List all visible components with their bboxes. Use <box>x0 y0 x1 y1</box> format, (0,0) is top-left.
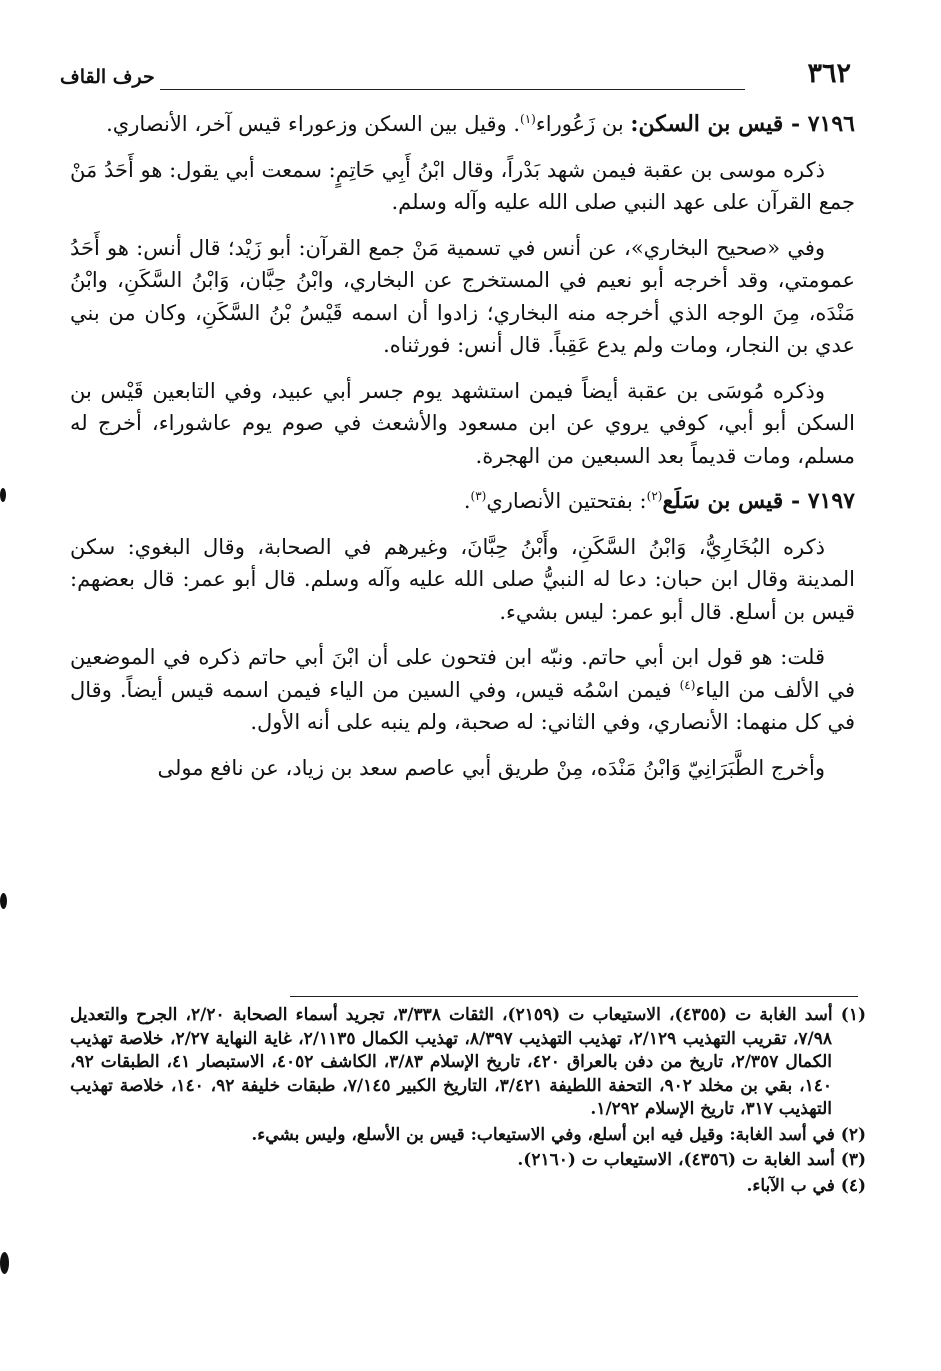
paragraph: ذكره البُخَارِيُّ، وَابْنُ السَّكَنِ، وأَبْنُ حِبَّانَ، وغيرهم في الصحابة، وقال البغوي: سكن المدينة وقال ابن حبان: دعا له النبيُّ صلى الله عليه وآله وسلم. قال أبو عمر: قال بعضهم: قيس بن أسلع. قال أبو عمر: ليس بشيء. <box>70 534 855 624</box>
footnotes <box>70 1004 866 1200</box>
page-header <box>60 56 855 96</box>
entry-name: قيس بن سَلَع <box>662 488 784 514</box>
footnote-ref: (٢) <box>646 489 663 503</box>
entry-text: . <box>463 489 471 513</box>
footnote-marker: (٣) <box>840 1150 866 1170</box>
footnote-text: في أسد الغابة: وقيل فيه ابن أسلع، وفي الاستيعاب: قيس بن الأسلع، وليس بشيء. <box>251 1124 835 1145</box>
page-number: ٣٦٢ <box>807 58 851 89</box>
entry-number: ٧١٩٦ <box>807 111 855 137</box>
footnote <box>70 1175 866 1199</box>
paragraph-text: قلت: هو قول ابن أبي حاتم. ونبّه ابن فتحون على أن ابْنَ أبي حاتم ذكره في الموضعين في الألف من الياء <box>70 645 855 702</box>
footnote <box>70 1149 866 1173</box>
scan-mark <box>0 488 6 502</box>
scan-mark <box>0 1252 9 1274</box>
footnote-text: أسد الغابة ت (٤٣٥٦)، الاستيعاب ت (٢١٦٠). <box>517 1150 835 1170</box>
paragraph: وأخرج الطَّبَرَانِيّ وَابْنُ مَنْدَه، مِنْ طريق أبي عاصم سعد بن زياد، عن نافع مولى <box>157 755 825 780</box>
main-text <box>70 108 855 797</box>
paragraph <box>70 641 855 739</box>
footnote-marker: (٤) <box>840 1175 866 1196</box>
entry-7197: ٧١٩٧ - قيس بن سَلَع$^{(٢)}$: بفتحتين الأنصاري$^{(٣)}$. <box>463 488 855 514</box>
footnote-marker: (١) <box>840 1005 867 1025</box>
footnote <box>70 1124 866 1148</box>
footnote <box>70 1004 866 1122</box>
entry-text: . وقيل بين السكن وزعوراء قيس آخر، الأنصاري. <box>106 112 521 136</box>
footnote-marker: (٢) <box>840 1124 866 1145</box>
footnote-text: في ب الآباء. <box>746 1175 835 1196</box>
paragraph-text: فيمن اسْمُه قيس، وفي السين من الياء فيمن اسمه قيس أيضاً. وقال في كل منهما: الأنصاري، وفي الثاني: له صحبة، ولم ينبه على أنه الأول. <box>70 677 855 734</box>
entry-7196: ٧١٩٦ - قيس بن السكن: بن زَعُوراء$^{(١)}$. وقيل بين السكن وزعوراء قيس آخر، الأنصاري. <box>106 111 855 137</box>
footnote-ref: (١) <box>520 112 536 126</box>
footnote-ref: (٤) <box>679 677 696 692</box>
paragraph: ذكره موسى بن عقبة فيمن شهد بَدْراً، وقال ابْنُ أَبِي حَاتِمٍ: سمعت أبي يقول: هو أَحَدُ مَنْ جمع القرآن على عهد النبي صلى الله عليه وآله وسلم. <box>70 157 855 214</box>
footnote-separator <box>290 996 858 997</box>
footnote-ref: (٣) <box>470 489 487 503</box>
running-title: حرف القاف <box>60 66 155 88</box>
paragraph: وفي «صحيح البخاري»، عن أنس في تسمية مَنْ جمع القرآن: أبو زَيْد؛ قال أنس: هو أَحَدُ عمومتي، وقد أخرجه أبو نعيم في المستخرج عن البخاري، وابْنُ حِبَّان، وَابْنُ السَّكَنِ، وابْنُ مَنْدَه، مِنَ الوجه الذي أخرجه منه البخاري؛ زادوا أن اسمه قَيْسُ بْنُ السَّكَنِ، وكان من بني عدي بن النجار، ومات ولم يدع عَقِباً. قال أنس: فورثناه. <box>70 235 855 357</box>
entry-number: ٧١٩٧ <box>807 488 855 514</box>
header-rule <box>160 89 745 90</box>
entry-text: بن زَعُوراء <box>535 112 631 136</box>
footnote-text: أسد الغابة ت (٤٣٥٥)، الاستيعاب ت (٢١٥٩)، الثقات ٣/٣٣٨، تجريد أسماء الصحابة ٢/٢٠، الجرح والتعديل ٧/٩٨، تقريب التهذيب ٢/١٢٩، تهذيب التهذيب ٨/٣٩٧، تهذيب الكمال ٢/١١٣٥، غاية النهاية ٢/٢٧، خلاصة تهذيب الكمال ٢/٣٥٧، تاريخ من دفن بالعراق ٤٢٠، تاريخ الإسلام ٣/٨٣، الكاشف ٤٠٥٢، الاستبصار ٤١، الطبقات ٩٢، ١٤٠، بقي بن مخلد ٩٠٢، التحفة اللطيفة ٣/٤٢١، التاريخ الكبير ٧/١٤٥، طبقات خليفة ٩٢، ١٤٠، خلاصة تهذيب التهذيب ٣١٧، تاريخ الإسلام ١/٢٩٢. <box>70 1005 833 1119</box>
scan-mark <box>0 893 7 909</box>
entry-text: : بفتحتين الأنصاري <box>486 489 647 513</box>
entry-name: قيس بن السكن: <box>630 111 784 137</box>
paragraph: وذكره مُوسَى بن عقبة أيضاً فيمن استشهد يوم جسر أبي عبيد، وفي التابعين قَيْس بن السكن أبو أبي، كوفي يروي عن ابن مسعود والأشعث في صوم يوم عاشوراء، أخرج له مسلم، ومات قديماً بعد السبعين من الهجرة. <box>70 378 855 468</box>
